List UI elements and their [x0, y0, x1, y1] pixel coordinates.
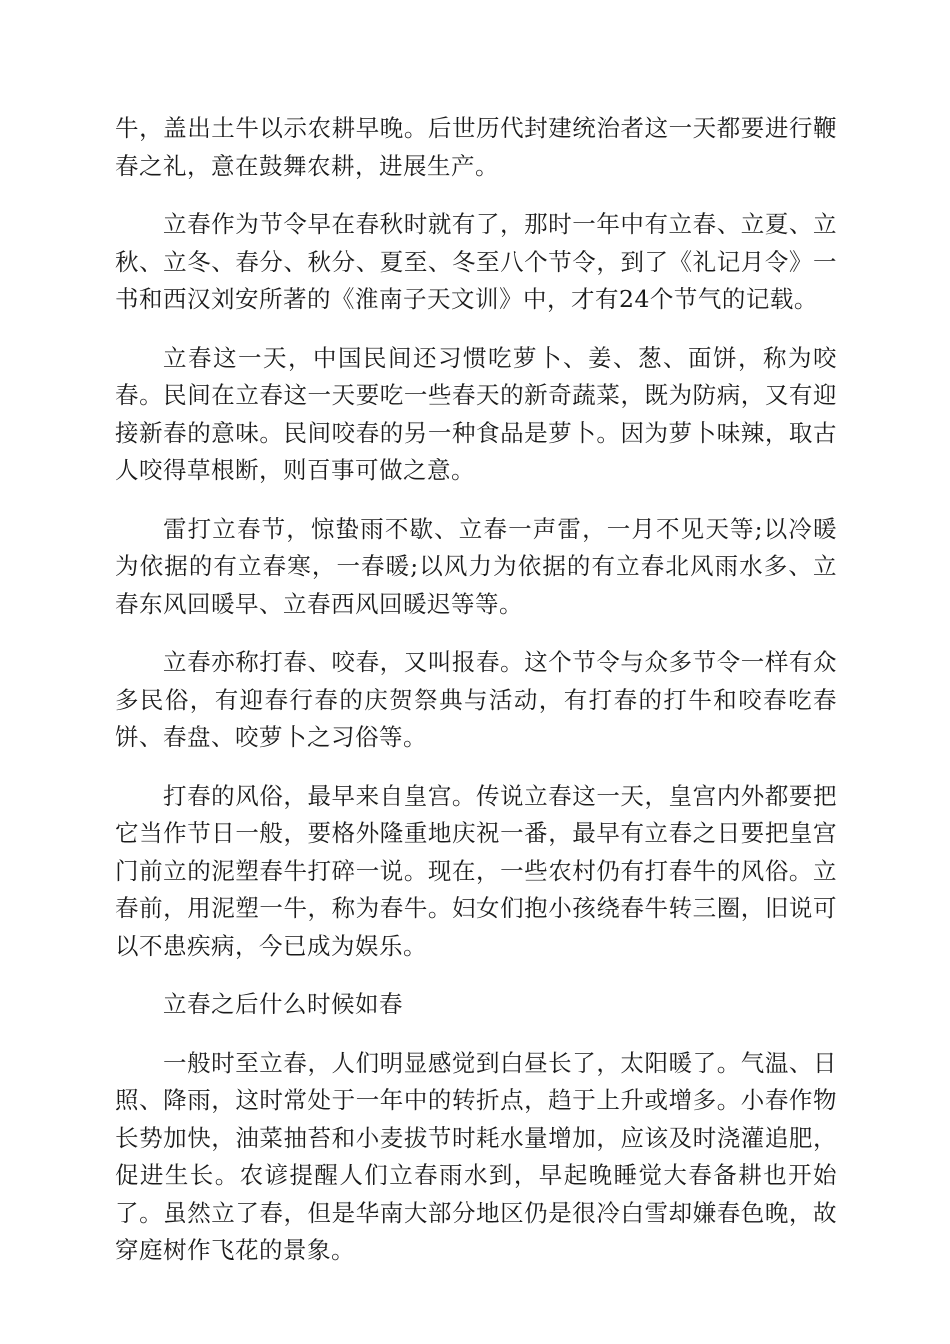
paragraph-after-lichun: 一般时至立春，人们明显感觉到白昼长了，太阳暖了。气温、日照、降雨，这时常处于一年中的转折点，趋于上升或增多。小春作物长势加快，油菜抽苔和小麦拔节时耗水量增加，应该及时浇灌追肥，促进生长。农谚提醒人们立春雨水到，早起晚睡觉大春备耕也开始了。虽然立了春，但是华南大部分地区仍是很冷白雪却嫌春色晚，故穿庭树作飞花的景象。 [115, 1048, 837, 1264]
paragraph-folk-customs: 立春亦称打春、咬春，又叫报春。这个节令与众多节令一样有众多民俗，有迎春行春的庆贺祭典与活动，有打春的打牛和咬春吃春饼、春盘、咬萝卜之习俗等。 [115, 648, 837, 751]
paragraph-yaochun: 立春这一天，中国民间还习惯吃萝卜、姜、葱、面饼，称为咬春。民间在立春这一天要吃一些春天的新奇蔬菜，既为防病，又有迎接新春的意味。民间咬春的另一种食品是萝卜。因为萝卜味辣，取古人咬得草根断，则百事可做之意。 [115, 343, 837, 484]
paragraph-continuation: 牛，盖出土牛以示农耕早晚。后世历代封建统治者这一天都要进行鞭春之礼，意在鼓舞农耕，进展生产。 [115, 114, 837, 180]
section-heading: 立春之后什么时候如春 [163, 990, 403, 1018]
document-page [115, 110, 837, 1291]
paragraph-jieling-history: 立春作为节令早在春秋时就有了，那时一年中有立春、立夏、立秋、立冬、春分、秋分、夏至、冬至八个节令，到了《礼记月令》一书和西汉刘安所著的《淮南子天文训》中，才有24个节气的记载。 [115, 210, 837, 313]
paragraph-dachun-custom: 打春的风俗，最早来自皇宫。传说立春这一天，皇宫内外都要把它当作节日一般，要格外隆重地庆祝一番，最早有立春之日要把皇宫门前立的泥塑春牛打碎一说。现在，一些农村仍有打春牛的风俗。立春前，用泥塑一牛，称为春牛。妇女们抱小孩绕春牛转三圈，旧说可以不患疾病，今已成为娱乐。 [115, 781, 837, 960]
paragraph-weather-proverbs: 雷打立春节，惊蛰雨不歇、立春一声雷，一月不见天等;以冷暖为依据的有立春寒，一春暖;以风力为依据的有立春北风雨水多、立春东风回暖早、立春西风回暖迟等等。 [115, 514, 837, 618]
